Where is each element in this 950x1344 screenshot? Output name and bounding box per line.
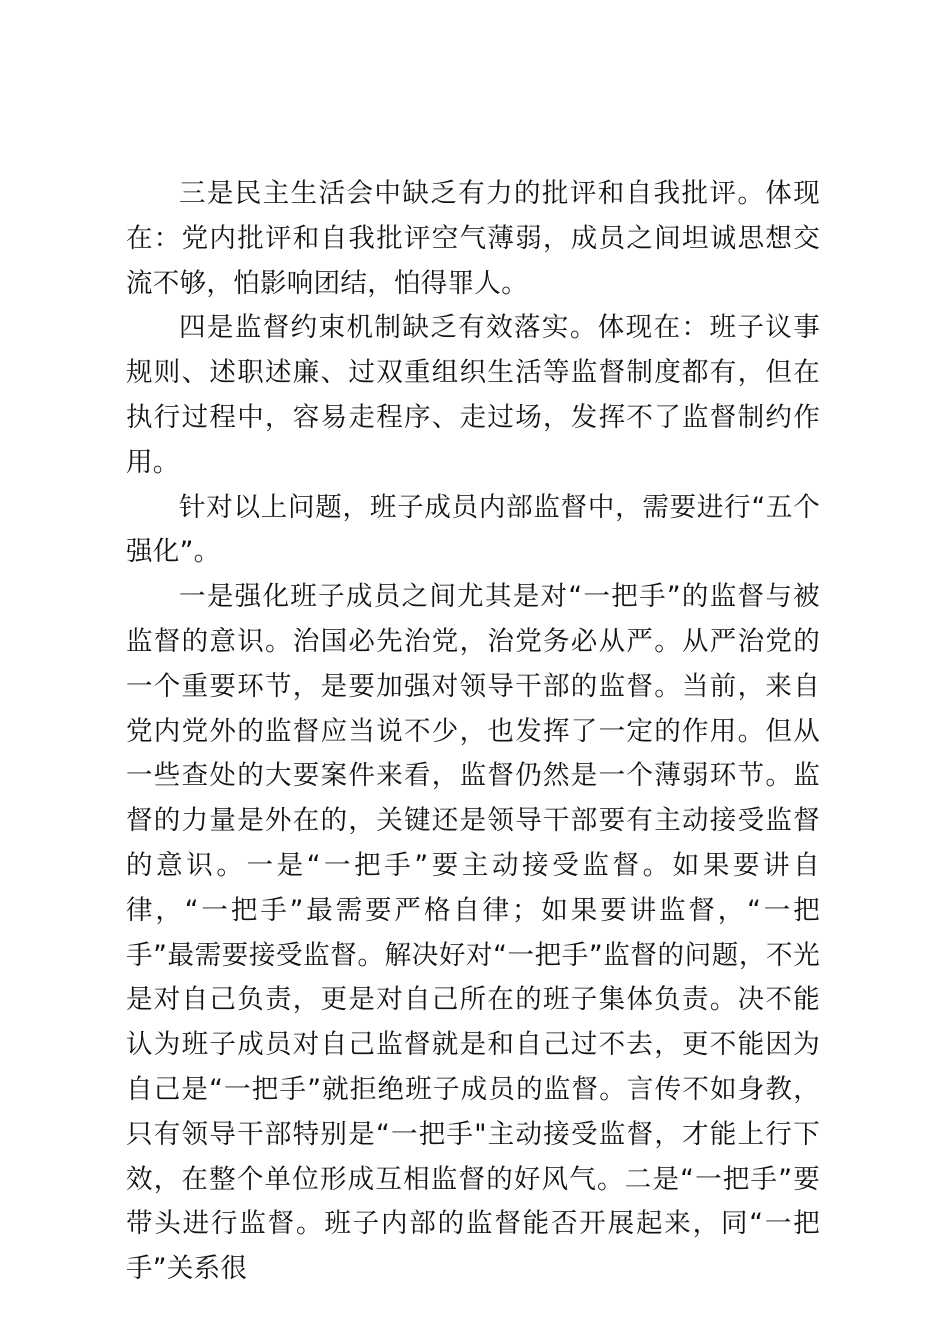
document-body: [126, 172, 820, 1292]
paragraph-five-strengthenings: 针对以上问题，班子成员内部监督中，需要进行“五个强化”。: [126, 491, 820, 568]
paragraph-strengthen-awareness: 一是强化班子成员之间尤其是对“一把手”的监督与被监督的意识。治国必先治党，治党务必从严。从严治党的一个重要环节，是要加强对领导干部的监督。当前，来自党内党外的监督应当说不少，也发挥了一定的作用。但从一些查处的大要案件来看，监督仍然是一个薄弱环节。监督的力量是外在的，关键还是领导干部要有主动接受监督的意识。一是“一把手”要主动接受监督。如果要讲自律，“一把手”最需要严格自律；如果要讲监督，“一把手”最需要接受监督。解决好对“一把手”监督的问题，不光是对自己负责，更是对自己所在的班子集体负责。决不能认为班子成员对自己监督就是和自己过不去，更不能因为自己是“一把手”就拒绝班子成员的监督。言传不如身教，只有领导干部特别是“一把手"主动接受监督，才能上行下效，在整个单位形成互相监督的好风气。二是“一把手”要带头进行监督。班子内部的监督能否开展起来，同“一把手”关系很: [126, 581, 820, 1285]
paragraph-criticism: 三是民主生活会中缺乏有力的批评和自我批评。体现在：党内批评和自我批评空气薄弱，成员之间坦诚思想交流不够，怕影响团结，怕得罪人。: [126, 178, 820, 299]
paragraph-supervision-mechanism: 四是监督约束机制缺乏有效落实。体现在：班子议事规则、述职述廉、过双重组织生活等监督制度都有，但在执行过程中，容易走程序、走过场，发挥不了监督制约作用。: [126, 312, 820, 478]
